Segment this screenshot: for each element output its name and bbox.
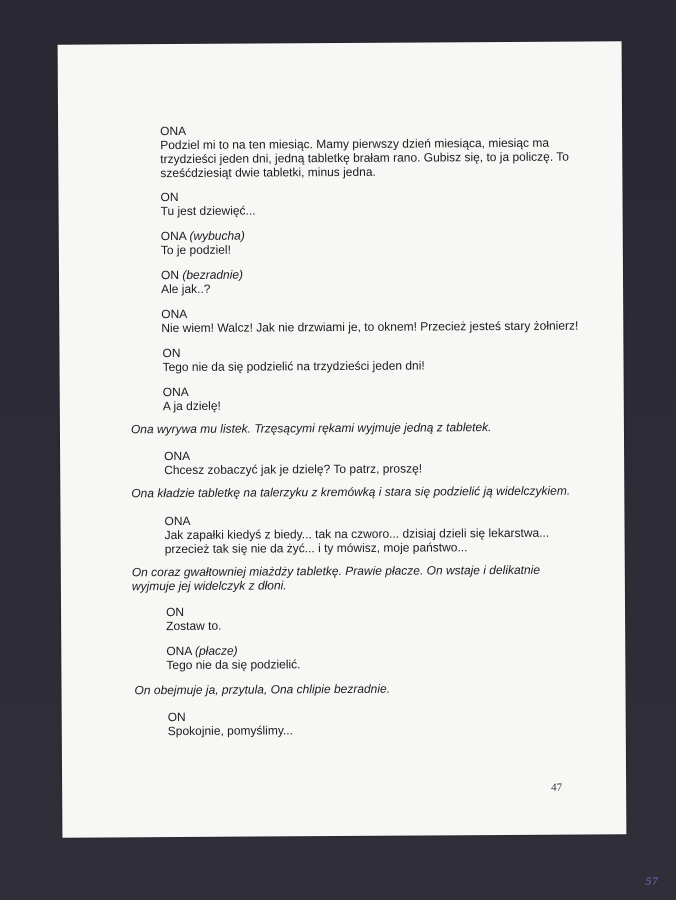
speaker-name: ONA bbox=[164, 448, 191, 464]
speaker-name: ONA bbox=[161, 306, 188, 322]
dialogue-line: Ale jak..? bbox=[161, 281, 211, 297]
dialogue-block bbox=[160, 122, 569, 180]
dialogue-block bbox=[162, 344, 424, 374]
dialogue-line: Spokojnie, pomyślimy... bbox=[167, 723, 293, 739]
stage-direction: (płacze) bbox=[194, 643, 238, 658]
speaker-name: ONA bbox=[160, 228, 187, 244]
dialogue-block bbox=[166, 605, 222, 633]
stage-direction-block bbox=[131, 484, 570, 501]
dialogue-block bbox=[161, 268, 243, 297]
dialogue-block bbox=[161, 229, 245, 258]
dialogue-block bbox=[161, 305, 578, 336]
dialogue-line: Tego nie da się podzielić na trzydzieści jeden dni! bbox=[162, 358, 425, 375]
speaker-name: ONA bbox=[162, 384, 189, 400]
dialogue-line: Tu jest dziewięć... bbox=[160, 203, 256, 219]
stage-direction: (bezradnie) bbox=[182, 267, 244, 282]
stage-direction: (wybucha) bbox=[189, 228, 245, 243]
dialogue-line: A ja dzielę! bbox=[162, 398, 221, 414]
dialogue-block bbox=[160, 190, 255, 219]
speaker-name: ONA bbox=[160, 123, 187, 139]
dialogue-line: Zostaw to. bbox=[166, 618, 222, 634]
dialogue-line: Tego nie da się podzielić. bbox=[166, 657, 301, 673]
handwritten-page-mark: 57 bbox=[645, 877, 658, 888]
dialogue-line: To je podziel! bbox=[160, 242, 231, 258]
dialogue-line: sześćdziesiąt dwie tabletki, minus jedna. bbox=[160, 164, 376, 181]
stage-direction-block bbox=[131, 420, 492, 436]
dialogue-line: Podziel mi to na ten miesiąc. Mamy pierwszy dzień miesiąca, miesiąc ma bbox=[160, 135, 550, 153]
speaker-name: ON bbox=[167, 709, 186, 725]
stage-direction-line: Ona wyrywa mu listek. Trzęsącymi rękami wyjmuje jedną z tabletek. bbox=[130, 420, 492, 437]
dialogue-block bbox=[164, 448, 422, 478]
dialogue-block bbox=[168, 709, 293, 738]
stage-direction-block bbox=[132, 563, 540, 593]
dialogue-block bbox=[164, 512, 549, 556]
page-number: 47 bbox=[551, 781, 563, 794]
script-text bbox=[58, 41, 627, 837]
script-page bbox=[58, 41, 627, 837]
dialogue-line: trzydzieści jeden dni, jedną tabletkę brałam rano. Gubisz się, to ja policzę. To bbox=[160, 149, 569, 167]
stage-direction-line: On coraz gwałtowniej miażdży tabletkę. Prawie płacze. On wstaje i delikatnie bbox=[131, 562, 541, 580]
stage-direction-line: Ona kładzie tabletkę na talerzyku z kremówką i stara się podzielić ją widelczykiem. bbox=[131, 483, 571, 501]
speaker-name: ONA bbox=[166, 643, 192, 659]
stage-direction-block bbox=[134, 682, 390, 698]
speaker-name: ON bbox=[166, 604, 185, 620]
speaker-name: ON bbox=[162, 345, 181, 361]
speaker-name: ONA bbox=[164, 513, 191, 529]
speaker-name: ON bbox=[160, 189, 179, 205]
dialogue-block bbox=[166, 643, 300, 672]
dialogue-line: przecież tak się nie da żyć... i ty mówisz, moje państwo... bbox=[164, 540, 468, 557]
stage-direction-line: wyjmuje jej widelczyk z dłoni. bbox=[131, 578, 287, 594]
dialogue-block bbox=[163, 385, 221, 413]
stage-direction-line: On obejmuje ja, przytula, Ona chlipie bezradnie. bbox=[134, 681, 391, 698]
dialogue-line: Jak zapałki kiedyś z biedy... tak na czworo... dzisiaj dzieli się lekarstwa... bbox=[164, 525, 550, 543]
speaker-name: ON bbox=[160, 267, 180, 283]
dialogue-line: Chcesz zobaczyć jak je dzielę? To patrz, proszę! bbox=[164, 461, 423, 478]
dialogue-line: Nie wiem! Walcz! Jak nie drzwiami je, to oknem! Przecież jesteś stary żołnierz! bbox=[161, 318, 579, 336]
